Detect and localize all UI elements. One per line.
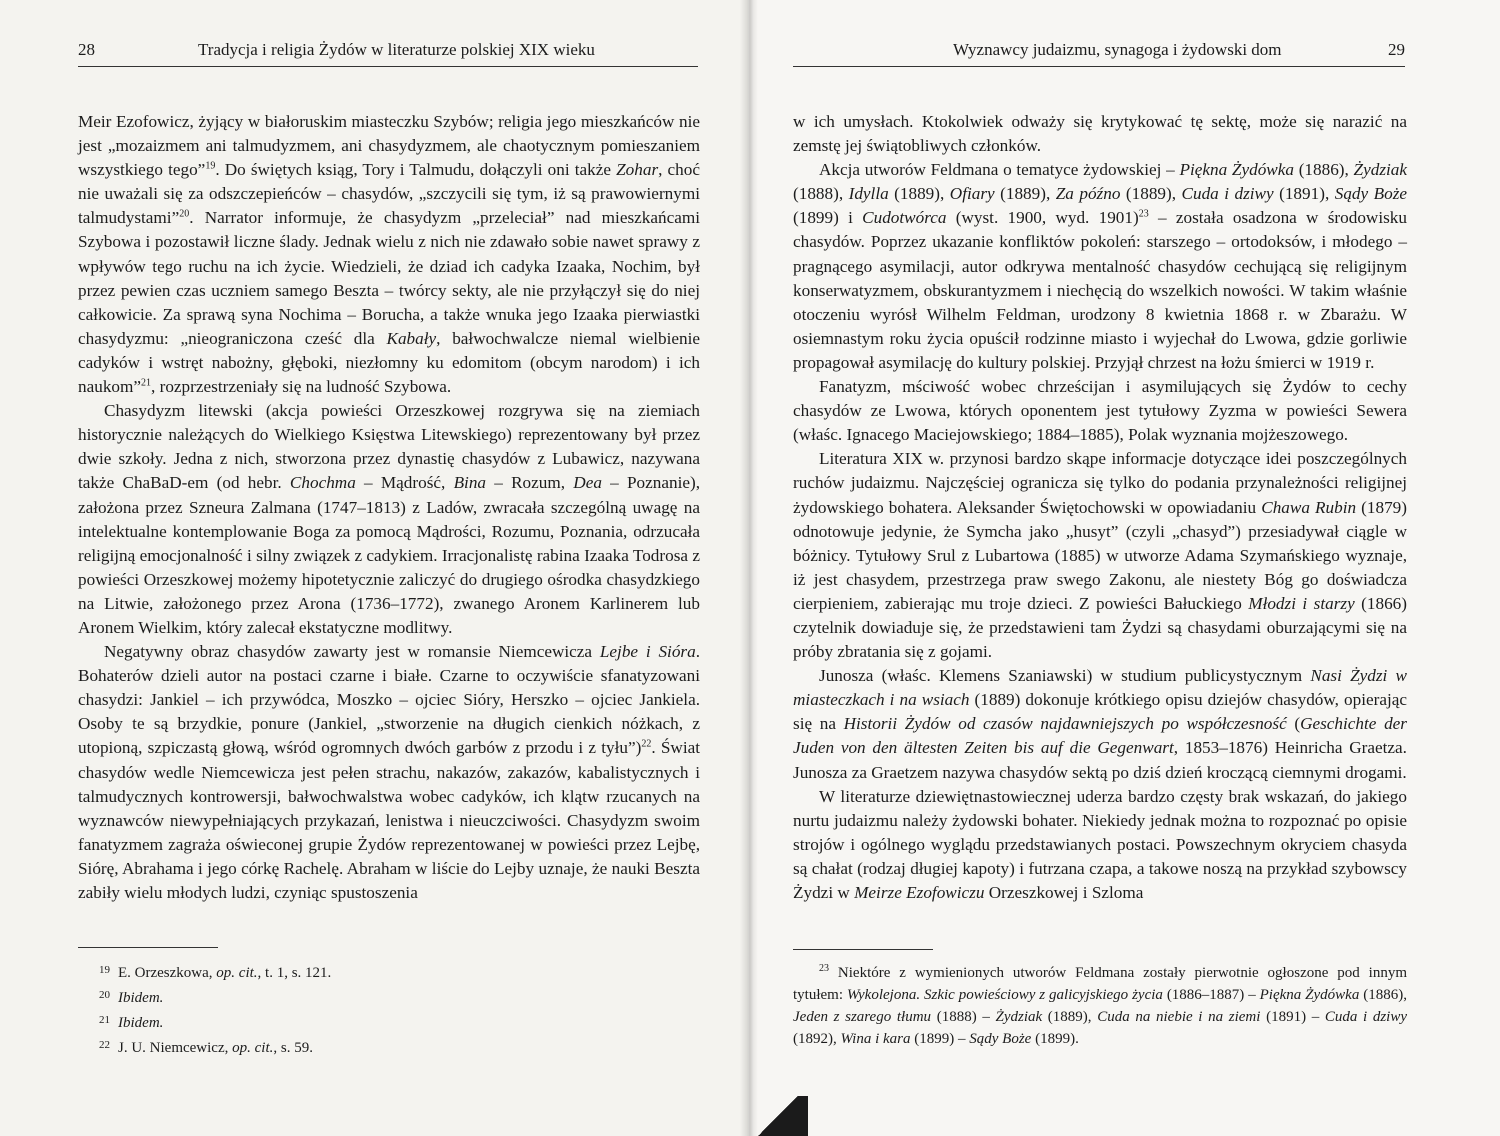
italic-title: Sądy Boże [1334, 184, 1408, 204]
italic-title: Piękna Żydówka [1179, 160, 1294, 180]
italic-title: Sądy Boże [969, 1031, 1032, 1047]
italic-title: Cuda i dziwy [1181, 184, 1274, 204]
text-run: – Mądrość, [355, 473, 454, 493]
text-run: Orzeszkowej i Szloma [984, 883, 1144, 902]
left-body-text [78, 110, 700, 905]
italic-title: Młodzi i starzy [1248, 593, 1355, 613]
italic-title: Historii Żydów od czasów najdawniejszych po współczesność [843, 714, 1287, 734]
text-run: – Rozum, [486, 473, 574, 493]
text-run: (1889) dokonuje krótkiego opisu dziejów chasydów, opierając się na [793, 690, 1408, 734]
footnote-ref: 20 [179, 208, 190, 220]
footnote-ref: 23 [1138, 208, 1149, 220]
italic-title: Wykolejona. Szkic powieściowy z galicyjskiego życia [846, 987, 1163, 1003]
italic-title: Kabały [386, 328, 437, 348]
right-page [748, 0, 1500, 1136]
page-number: 29 [1388, 40, 1405, 59]
text-run: , s. 59. [273, 1040, 313, 1056]
paragraph [793, 110, 1407, 158]
footnote [78, 1009, 678, 1034]
text-run: (1879) odnotowuje jedynie, że Symcha jako „husyt” (czyli „chasyd”) przesiadywał ciągle w bóżnicy. Tytułowy Srul z Lubartowa (1885) w utworze Adama Szymańskiego wyznaje, iż jest chasydem, przestrzega praw swego Zakonu, ale niestety Bóg go doświadcza cierpieniem, zabierając mu troje dzieci. Z powieści Bałuckiego [793, 497, 1408, 613]
text-run: – została osadzona w środowisku chasydów. Poprzez ukazanie konfliktów pokoleń: starszego – ortodoksów, i młodego – pragnącego asymilacji, autor odkrywa mentalność chasydów cechującą się religijnym konserwatyzmem, obskurantyzmem i niechęcią do wszelkich nowości. W takim właśnie otoczeniu wyrósł Wilhelm Feldman, urodzony 8 kwietnia 1868 r. w Zbarażu. W osiemnastym roku życia opuścił rodzinne miasto i wyjechał do Lwowa, gdzie gorliwie propagował asymilację do kultury polskiej. Przyjął chrzest na łożu śmierci w 1919 r. [793, 208, 1407, 372]
text-run: Negatywny obraz chasydów zawarty jest w romansie Niemcewicza [104, 642, 600, 662]
italic-title: Geschichte der Juden von den ältesten Zeiten bis auf die Gegenwart [793, 714, 1407, 758]
running-head: Tradycja i religia Żydów w literaturze polskiej XIX wieku [198, 40, 595, 59]
text-run: (1889), [1120, 184, 1182, 204]
text-run: w ich umysłach. Ktokolwiek odważy się krytykować tę sektę, może się narazić na zemstę jej świątobliwych członków. [793, 112, 1407, 156]
footnote [78, 959, 678, 984]
left-page [0, 0, 748, 1136]
text-run: . Do świętych ksiąg, Tory i Talmudu, dołączyli oni także [215, 160, 617, 180]
paragraph [78, 640, 700, 905]
text-run: (1866) czytelnik dowiaduje się, że przedstawieni tam Żydzi są chasydami oburzającymi się na próby zbratania się z gojami. [793, 593, 1407, 662]
italic-title: Ibidem. [118, 1015, 164, 1031]
footnote-number: 22 [99, 1039, 110, 1051]
text-run: (wyst. 1900, wyd. 1901) [946, 208, 1139, 228]
header-rule [78, 66, 698, 67]
text-run: (1889), [888, 184, 950, 204]
text-run: (1886), [1359, 987, 1407, 1003]
paragraph [793, 375, 1407, 447]
text-run: – Poznanie), założona przez Szneura Zalmana (1747–1813) z Ladów, zwracała szczególną uwagę na intelektualne kontemplowanie Boga za pomocą Mądrości, Rozumu, Poznania, odrzucała religijną emocjonalność i silny związek z cadykiem. Irracjonalistę rabina Izaaka Todrosa z powieści Orzeszkowej możemy hipotetycznie zaliczyć do drugiego ośrodka chasydzkiego na Litwie, założonego przez Arona (1736–1772), zwanego Aronem Karlinerem lub Aronem Wielkim, który zalecał ekstatyczne modlitwy. [78, 473, 701, 637]
right-footnotes [793, 962, 1407, 1050]
footnote-ref: 22 [641, 738, 652, 750]
running-head: Wyznawcy judaizmu, synagoga i żydowski dom [953, 40, 1282, 59]
text-run: Niektóre z wymienionych utworów Feldmana zostały pierwotnie ogłoszone pod innym tytułem: [793, 965, 1408, 1003]
text-run: Junosza (właśc. Klemens Szaniawski) w studium publicystycznym [819, 666, 1311, 686]
italic-title: Ibidem. [118, 990, 164, 1006]
text-run: , choć nie uważali się za odszczepieńców – chasydów, „szczycili się tym, iż są prawowiernymi talmudystami” [78, 160, 700, 228]
text-run: (1891), [1273, 184, 1335, 204]
italic-title: Cuda i dziwy [1324, 1009, 1408, 1025]
text-run: (1889), [1042, 1009, 1098, 1025]
paragraph [793, 664, 1407, 784]
italic-title: Meirze Ezofowiczu [854, 883, 985, 902]
italic-title: Piękna Żydówka [1259, 987, 1360, 1003]
text-run: , bałwochwalcze niemal wielbienie cadyków i wstręt nabożny, głęboki, niezłomny ku edomitom (obcym narodom) i ich naukom” [78, 328, 700, 397]
paragraph [78, 399, 700, 640]
left-footnotes [78, 959, 678, 1059]
italic-title: Cudotwórca [862, 208, 947, 228]
book-gutter [740, 0, 758, 1136]
text-run: W literaturze dziewiętnastowiecznej uderza bardzo częsty brak wskazań, do jakiego nurtu judaizmu należy żydowski bohater. Niekiedy jednak można to rozpoznać po opisie strojów i ogólnego wyglądu przedstawianych postaci. Powszechnym okryciem chasyda są chałat (rodzaj długiej kapoty) i futrzana czapa, a takowe noszą na przykład szybowscy Żydzi w [793, 786, 1407, 902]
italic-title: op. cit. [232, 1040, 274, 1056]
header-rule [793, 66, 1405, 67]
text-run: ( [1286, 714, 1301, 734]
italic-title: Za późno [1055, 184, 1121, 204]
italic-title: op. cit. [216, 965, 258, 981]
text-run: . Bohaterów dzieli autor na postaci czarne i białe. Czarne to oczywiście sfanatyzowani chasydzi: Jankiel – ich przywódca, Moszko – ojciec Sióry, Herszko – ojciec Jankiela. Osoby te są brzydkie, ponure (Jankiel, „stworzenie na długich cienkich nóżkach, z utopioną, szpiczastą głową, wśród ogromnych dwóch garbów z przodu i z tyłu”) [78, 642, 700, 758]
italic-title: Dea [573, 473, 602, 493]
text-run [829, 965, 838, 981]
text-run: Akcja utworów Feldmana o tematyce żydowskiej – [819, 160, 1180, 180]
footnote [793, 962, 1407, 1050]
italic-title: Bina [453, 473, 487, 493]
text-run: E. Orzeszkowa, [118, 965, 217, 981]
footnote-ref: 19 [205, 160, 216, 172]
footnote-number: 21 [99, 1014, 110, 1026]
text-run: (1888), [793, 184, 849, 204]
text-run: (1888) – [931, 1009, 996, 1025]
page-corner-shadow [748, 1096, 808, 1136]
text-run: . Świat chasydów wedle Niemcewicza jest pełen strachu, nakazów, zakazów, kabalistycznych i talmudycznych kontrowersji, bałwochwalstwa wobec cadyków, ich klątw rzucanych na wyznawców niewypełniających przykazań, lenistwa i nieuczciwości. Chasydyzm swoim fanatyzmem zagraża oświeconej grupie Żydów reprezentowanej w powieści przez Lejbę, Siórę, Abrahama i jego córkę Rachelę. Abraham w liście do Lejby uznaje, że nauki Beszta zabiły wielu młodych ludzi, czyniąc spustoszenia [78, 738, 700, 902]
text-run: , t. 1, s. 121. [257, 965, 332, 981]
italic-title: Wina i kara [840, 1031, 911, 1047]
italic-title: Cuda na niebie i na ziemi [1097, 1009, 1261, 1025]
footnote-number: 20 [99, 989, 110, 1001]
italic-title: Żydziak [995, 1009, 1043, 1025]
text-run: Meir Ezofowicz, żyjący w białoruskim miasteczku Szybów; religia jego mieszkańców nie jest „mozaizmem ani talmudyzmem, ani chasydyzmem, ale chaotycznym pomieszaniem wszystkiego tego” [78, 112, 700, 180]
text-run: (1891) – [1260, 1009, 1325, 1025]
footnote-rule [78, 947, 218, 948]
italic-title: Jeden z szarego tłumu [793, 1009, 932, 1025]
text-run: . Narrator informuje, że chasydyzm „przeleciał” nad mieszkańcami Szybowa i pozostawił liczne ślady. Jednak wielu z nich nie zdawało sobie nawet sprawy z wpływów tego ruchu na ich życie. Wiedzieli, że dziad ich cadyka Izaaka, Nochim, był przez pewien czas uczniem samego Beszta – twórcy sekty, ale nie przyłączył się do niej całkowicie. Za sprawą syna Nochima – Borucha, a także wnuka jego Izaaka pierwiastki chasydyzmu: „nieograniczona cześć dla [78, 208, 700, 348]
text-run: , rozprzestrzeniały się na ludność Szybowa. [151, 377, 452, 397]
text-run: Fanatyzm, mściwość wobec chrześcijan i asymilujących się Żydów to cechy chasydów ze Lwowa, których oponentem jest tytułowy Zyzma w powieści Sewera (właśc. Ignacego Maciejowskiego; 1884–1885), Polak wyznania mojżeszowego. [793, 377, 1407, 445]
text-run: (1886–1887) – [1162, 987, 1260, 1003]
text-run: Chasydyzm litewski (akcja powieści Orzeszkowej rozgrywa się na ziemiach historycznie należących do Wielkiego Księstwa Litewskiego) reprezentowany był przez dwie szkoły. Jedna z nich, stworzona przez dynastię chasydów z Lubawicz, nazywana także ChaBaD-em (od hebr. [78, 401, 700, 493]
text-run: (1899). [1031, 1031, 1079, 1047]
footnote [78, 1034, 678, 1059]
text-run: (1899) i [793, 208, 863, 228]
italic-title: Ofiary [949, 184, 995, 204]
text-run: , 1853–1876) Heinricha Graetza. Junosza za Graetzem nazywa chasydów sektą po dziś dzień kroczącą ciemnymi drogami. [793, 738, 1407, 782]
paragraph [793, 785, 1407, 905]
footnote-number: 23 [819, 963, 829, 974]
footnote [78, 984, 678, 1009]
italic-title: Żydziak [1353, 160, 1408, 180]
italic-title: Lejbe i Sióra [599, 642, 696, 662]
text-run: J. U. Niemcewicz, [118, 1040, 233, 1056]
paragraph [78, 110, 700, 399]
page-number: 28 [78, 40, 95, 59]
text-run: Literatura XIX w. przynosi bardzo skąpe informacje dotyczące idei poszczególnych ruchów judaizmu. Najczęściej ogranicza się tylko do podania przynależności religijnej żydowskiego bohatera. Aleksander Świętochowski w opowiadaniu [793, 449, 1407, 517]
text-run: (1889), [994, 184, 1056, 204]
italic-title: Chochma [289, 473, 356, 493]
text-run: (1892), [793, 1031, 841, 1047]
italic-title: Idylla [848, 184, 889, 204]
italic-title: Zohar [616, 160, 659, 180]
paragraph [793, 447, 1407, 664]
right-body-text [793, 110, 1407, 905]
footnote-rule [793, 949, 933, 950]
text-run: (1886), [1293, 160, 1354, 180]
text-run: (1899) – [910, 1031, 970, 1047]
footnote-number: 19 [99, 964, 110, 976]
footnote-ref: 21 [141, 377, 152, 389]
paragraph [793, 158, 1407, 375]
italic-title: Nasi Żydzi w miasteczkach i na wsiach [793, 666, 1408, 710]
italic-title: Chawa Rubin [1261, 497, 1357, 517]
